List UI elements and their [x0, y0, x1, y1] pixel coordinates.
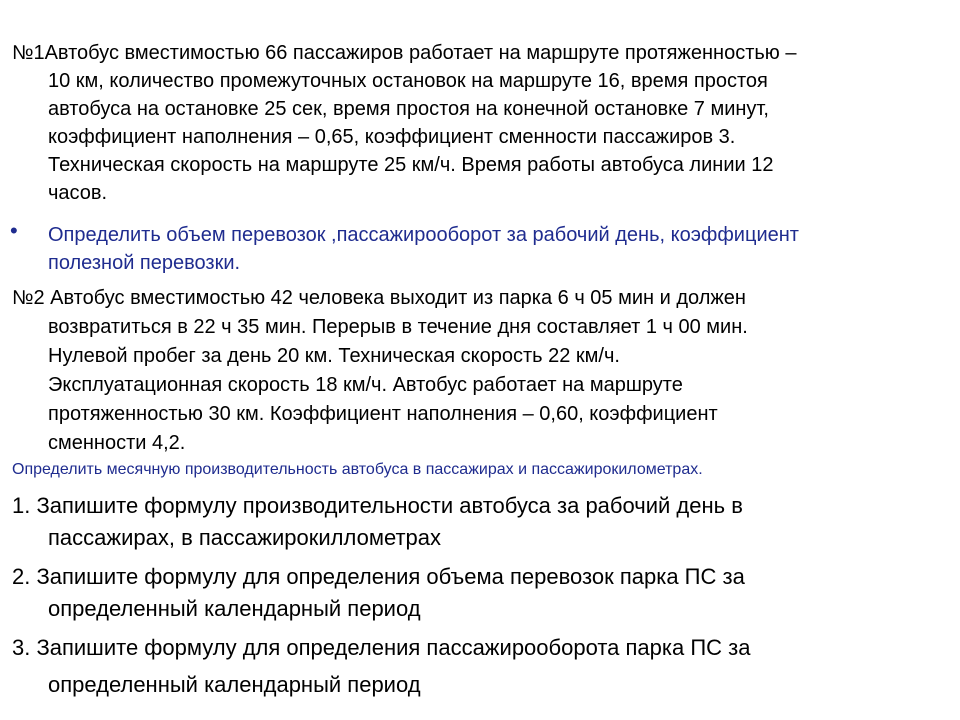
task-1-line: 10 км, количество промежуточных остановок на маршруте 16, время простоя: [48, 70, 768, 92]
list-item-line: определенный календарный период: [48, 596, 421, 621]
task-2-line: возвратиться в 22 ч 35 мин. Перерыв в течение дня составляет 1 ч 00 мин.: [48, 316, 748, 338]
list-item: [12, 561, 948, 625]
list-item-line: определенный календарный период: [48, 672, 421, 697]
task-2-line: №2 Автобус вместимостью 42 человека выходит из парка 6 ч 05 мин и должен: [12, 287, 746, 309]
task-2-line: протяженностью 30 км. Коэффициент наполнения – 0,60, коэффициент: [48, 403, 718, 425]
task-1-line: Техническая скорость на маршруте 25 км/ч. Время работы автобуса линии 12: [48, 154, 774, 176]
question-2: [12, 458, 948, 482]
task-1-text: [12, 39, 948, 207]
list-item-line: пассажирах, в пассажирокиллометрах: [48, 525, 441, 550]
task-1-line: автобуса на остановке 25 сек, время простоя на конечной остановке 7 минут,: [48, 98, 769, 120]
task-2-line: сменности 4,2.: [48, 432, 186, 454]
task-2-line: Нулевой пробег за день 20 км. Техническая скорость 22 км/ч.: [48, 345, 620, 367]
question-1-line: Определить объем перевозок ,пассажирооборот за рабочий день, коэффициент: [48, 224, 799, 246]
list-item: [12, 490, 948, 554]
list-item-line: 2. Запишите формулу для определения объема перевозок парка ПС за: [12, 564, 745, 589]
task-1-line: №1Автобус вместимостью 66 пассажиров работает на маршруте протяженностью –: [12, 42, 797, 64]
bullet-icon: •: [10, 218, 18, 243]
task-2-line: Эксплуатационная скорость 18 км/ч. Автобус работает на маршруте: [48, 374, 683, 396]
task-1-line: коэффициент наполнения – 0,65, коэффициент сменности пассажиров 3.: [48, 126, 736, 148]
question-2-text: Определить месячную производительность автобуса в пассажирах и пассажирокилометрах.: [12, 461, 703, 478]
question-1: [10, 218, 948, 277]
list-item-line: 3. Запишите формулу для определения пассажирооборота парка ПС за: [12, 635, 751, 660]
question-1-line: полезной перевозки.: [48, 252, 241, 274]
list-item: [12, 632, 948, 701]
list-item-line: 1. Запишите формулу производительности автобуса за рабочий день в: [12, 493, 743, 518]
task-2-text: [12, 284, 948, 458]
task-1-line: часов.: [48, 182, 108, 204]
